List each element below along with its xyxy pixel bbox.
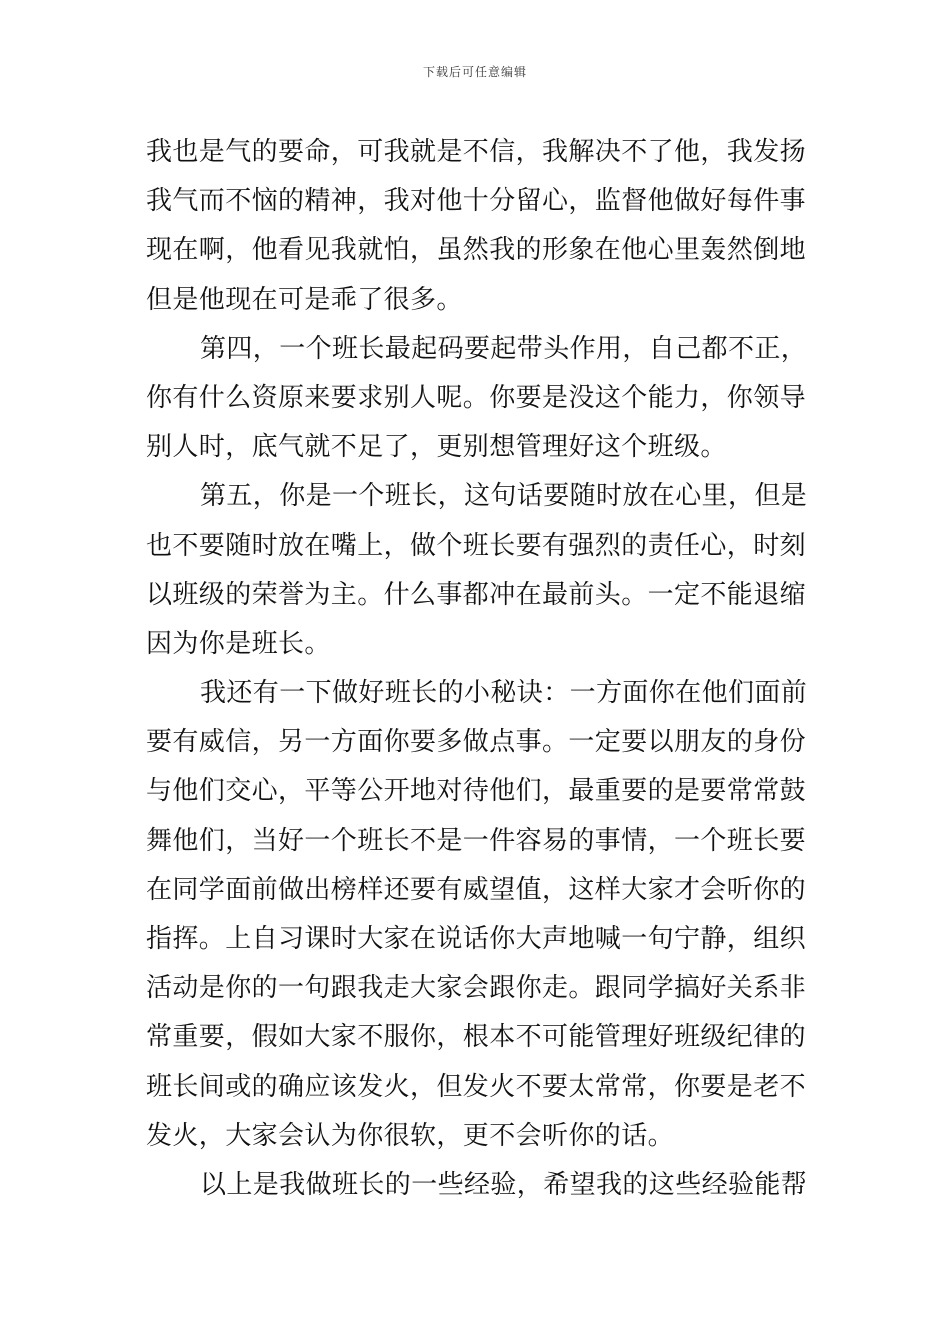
- text-line: 活动是你的一句跟我走大家会跟你走。跟同学搞好关系非: [146, 973, 807, 1004]
- text-line: 我气而不恼的精神，我对他十分留心，监督他做好每件事: [146, 186, 807, 217]
- text-line: 指挥。上自习课时大家在说话你大声地喊一句宁静，组织: [146, 924, 807, 954]
- paragraph-start-line: 第四，一个班长最起码要起带头作用，自己都不正，: [200, 333, 808, 364]
- paragraph-start-line: 我还有一下做好班长的小秘诀：一方面你在他们面前: [200, 678, 808, 709]
- text-line: 但是他现在可是乖了很多。: [146, 284, 463, 315]
- text-line: 班长间或的确应该发火，但发火不要太常常，你要是老不: [146, 1071, 807, 1102]
- text-line: 别人时，底气就不足了，更别想管理好这个班级。: [146, 432, 727, 463]
- document-body: [146, 128, 812, 1210]
- text-line: 常重要，假如大家不服你，根本不可能管理好班级纪律的: [146, 1022, 807, 1053]
- text-line: 现在啊，他看见我就怕，虽然我的形象在他心里轰然倒地: [146, 235, 807, 266]
- text-line: 以班级的荣誉为主。什么事都冲在最前头。一定不能退缩: [146, 579, 807, 610]
- text-line: 发火，大家会认为你很软，更不会听你的话。: [146, 1120, 675, 1151]
- text-line: 在同学面前做出榜样还要有威望值，这样大家才会听你的: [146, 874, 807, 905]
- text-line: 也不要随时放在嘴上，做个班长要有强烈的责任心，时刻: [146, 530, 807, 561]
- text-line: 因为你是班长。: [146, 628, 331, 659]
- text-line: 要有威信，另一方面你要多做点事。一定要以朋友的身份: [146, 727, 807, 758]
- text-line: 我也是气的要命，可我就是不信，我解决不了他，我发扬: [146, 137, 807, 167]
- paragraph-start-line: 第五，你是一个班长，这句话要随时放在心里，但是: [200, 481, 808, 512]
- text-line: 与他们交心，平等公开地对待他们，最重要的是要常常鼓: [146, 776, 807, 807]
- page-header-note: 下载后可任意编辑: [422, 65, 527, 79]
- text-line: 你有什么资原来要求别人呢。你要是没这个能力，你领导: [146, 382, 807, 413]
- text-line: 舞他们，当好一个班长不是一件容易的事情，一个班长要: [146, 825, 807, 856]
- paragraph-start-line: 以上是我做班长的一些经验，希望我的这些经验能帮: [200, 1169, 808, 1200]
